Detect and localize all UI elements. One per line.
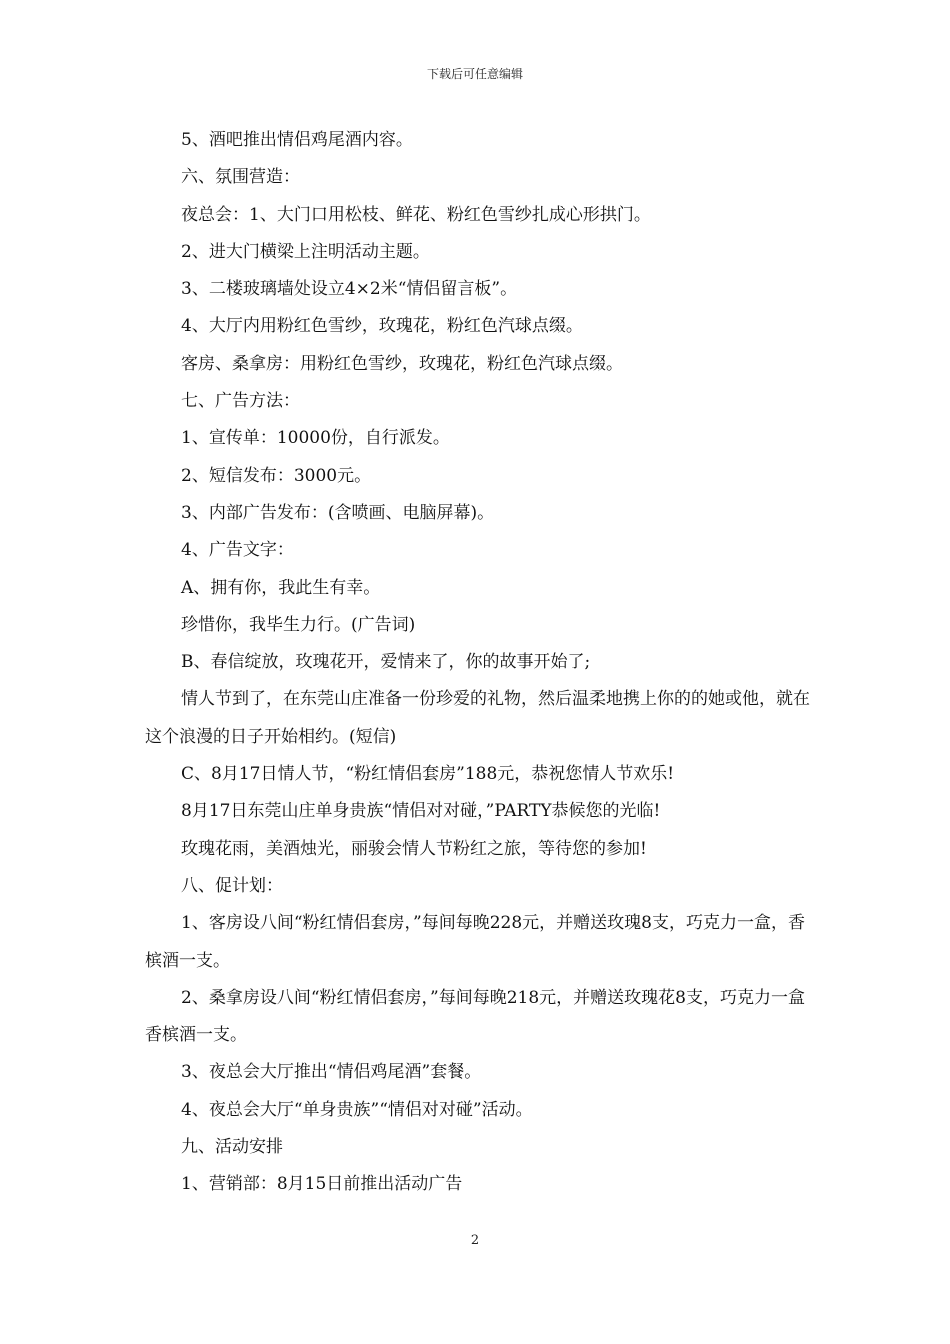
paragraph-sauna-suites: 2、桑拿房设八间“粉红情侣套房，”每间每晚218元，并赠送玫瑰花8支，巧克力一盒香槟酒一支。	[145, 987, 805, 1046]
paragraph-message-board: 3、二楼玻璃墙处设立4×2米“情侣留言板”。	[181, 279, 518, 300]
page-number: 2	[470, 1233, 480, 1248]
paragraph-ad-a-line2: 珍惜你，我毕生力行。(广告词)	[181, 614, 416, 635]
paragraph-ad-b-sms: 情人节到了，在东莞山庄准备一份珍爱的礼物，然后温柔地携上你的的她或他，就在这个浪漫的日子开始相约。(短信)	[145, 689, 810, 747]
paragraph-sms: 2、短信发布：3000元。	[181, 465, 372, 486]
paragraph-flyers: 1、宣传单：10000份，自行派发。	[181, 428, 450, 449]
paragraph-singles-event: 4、夜总会大厅“单身贵族”“情侣对对碰”活动。	[181, 1099, 533, 1120]
heading-advertising: 七、广告方法：	[181, 391, 300, 412]
paragraph-internal-ads: 3、内部广告发布：(含喷画、电脑屏幕)。	[181, 502, 495, 523]
paragraph-ad-c: C、8月17日情人节，“粉红情侣套房”188元，恭祝您情人节欢乐!	[181, 764, 675, 785]
paragraph-cocktail-package: 3、夜总会大厅推出“情侣鸡尾酒”套餐。	[181, 1062, 482, 1083]
paragraph-entrance-theme: 2、进大门横梁上注明活动主题。	[181, 241, 430, 262]
paragraph-ad-c-party: 8月17日东莞山庄单身贵族“情侣对对碰，”PARTY恭候您的光临!	[181, 801, 661, 822]
document-body	[145, 122, 810, 1204]
paragraph-ad-c-rose: 玫瑰花雨，美酒烛光，丽骏会情人节粉红之旅，等待您的参加!	[181, 838, 647, 859]
paragraph-room-suites: 1、客房设八间“粉红情侣套房，”每间每晚228元，并赠送玫瑰8支，巧克力一盒，香槟酒一支。	[145, 913, 805, 971]
heading-atmosphere: 六、氛围营造：	[181, 167, 300, 188]
paragraph-room-decor: 客房、桑拿房：用粉红色雪纱，玫瑰花，粉红色汽球点缀。	[181, 353, 623, 374]
paragraph-lobby-decor: 4、大厅内用粉红色雪纱，玫瑰花，粉红色汽球点缀。	[181, 316, 583, 337]
paragraph-ad-a: A、拥有你，我此生有幸。	[181, 577, 381, 598]
paragraph-marketing-dept: 1、营销部：8月15日前推出活动广告	[181, 1174, 463, 1195]
heading-schedule: 九、活动安排	[181, 1137, 283, 1158]
heading-promotion: 八、促计划：	[181, 875, 283, 896]
paragraph-ad-b: B、春信绽放，玫瑰花开，爱情来了，你的故事开始了;	[181, 652, 591, 673]
page-header: 下载后可任意编辑	[426, 67, 523, 81]
heading-ad-copy: 4、广告文字：	[181, 540, 294, 561]
paragraph-nightclub-arch: 夜总会：1、大门口用松枝、鲜花、粉红色雪纱扎成心形拱门。	[181, 204, 651, 225]
paragraph-wine-bar: 5、酒吧推出情侣鸡尾酒内容。	[181, 130, 413, 150]
